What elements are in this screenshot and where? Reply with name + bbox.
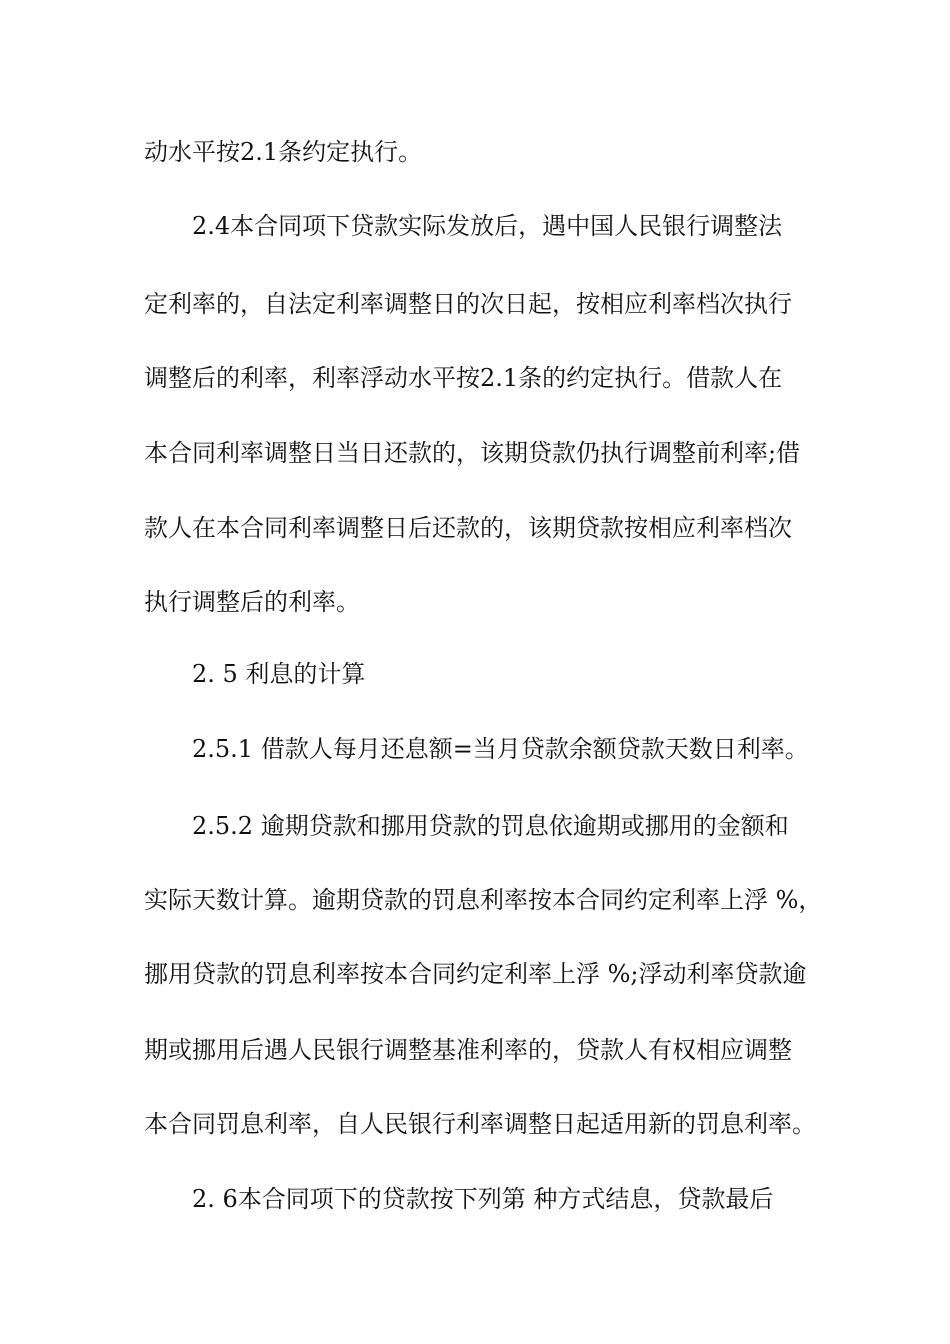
paragraph-line: 2.5.2 逾期贷款和挪用贷款的罚息依逾期或挪用的金额和: [192, 812, 789, 840]
paragraph-line: 调整后的利率，利率浮动水平按2.1条的约定执行。借款人在: [144, 364, 783, 392]
paragraph-line: 实际天数计算。逾期贷款的罚息利率按本合同约定利率上浮 %，: [144, 886, 823, 914]
paragraph-line: 款人在本合同利率调整日后还款的，该期贷款按相应利率档次: [144, 514, 792, 542]
paragraph-line: 动水平按2.1条约定执行。: [144, 138, 423, 166]
paragraph-line: 2. 6本合同项下的贷款按下列第 种方式结息，贷款最后: [192, 1185, 774, 1213]
section-heading: 2. 5 利息的计算: [192, 660, 366, 688]
paragraph-line: 本合同利率调整日当日还款的，该期贷款仍执行调整前利率;借: [144, 439, 801, 467]
paragraph-line: 定利率的，自法定利率调整日的次日起，按相应利率档次执行: [144, 290, 792, 318]
paragraph-line: 2.4本合同项下贷款实际发放后，遇中国人民银行调整法: [192, 212, 783, 240]
paragraph-line: 执行调整后的利率。: [144, 588, 360, 616]
paragraph-line: 期或挪用后遇人民银行调整基准利率的，贷款人有权相应调整: [144, 1036, 792, 1064]
paragraph-line: 2.5.1 借款人每月还息额=当月贷款余额贷款天数日利率。: [192, 735, 809, 763]
paragraph-line: 本合同罚息利率，自人民银行利率调整日起适用新的罚息利率。: [144, 1110, 816, 1138]
paragraph-line: 挪用贷款的罚息利率按本合同约定利率上浮 %;浮动利率贷款逾: [144, 960, 807, 988]
